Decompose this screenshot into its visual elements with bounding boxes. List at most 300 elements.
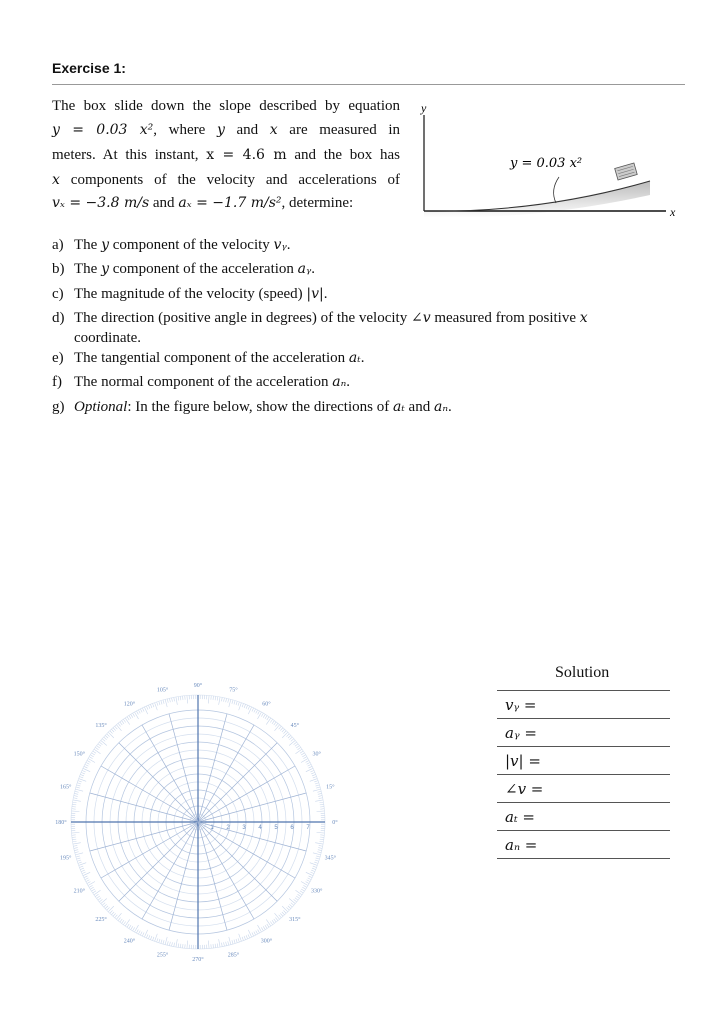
degree-tick <box>289 904 292 907</box>
solution-row <box>497 691 670 719</box>
statement-line <box>52 96 400 116</box>
text: , where <box>153 122 217 138</box>
degree-tick <box>187 941 188 949</box>
degree-tick <box>73 845 77 846</box>
degree-tick <box>234 701 235 705</box>
angle-label: 75° <box>229 687 238 694</box>
degree-tick <box>310 779 318 782</box>
degree-tick <box>258 930 260 933</box>
question-item <box>52 284 328 304</box>
statement-line <box>52 193 400 213</box>
math: x = 4.6 m <box>206 147 287 163</box>
item-text: . <box>346 374 351 390</box>
degree-tick <box>127 924 129 927</box>
question-item <box>52 372 350 392</box>
degree-tick <box>252 708 254 712</box>
degree-tick <box>73 843 81 844</box>
degree-tick <box>75 853 83 855</box>
math: aₓ = −1.7 m/s² <box>178 195 282 211</box>
degree-tick <box>267 924 269 927</box>
degree-tick <box>238 702 239 706</box>
degree-tick <box>76 787 80 788</box>
text: and <box>236 122 270 138</box>
degree-tick <box>71 832 79 833</box>
item-text: component of the acceleration <box>109 261 298 277</box>
degree-tick <box>295 890 302 895</box>
angle-spoke <box>101 766 198 822</box>
degree-tick <box>73 841 77 842</box>
degree-tick <box>91 889 94 891</box>
degree-tick <box>279 726 282 729</box>
degree-tick <box>73 798 77 799</box>
degree-tick <box>291 739 294 742</box>
degree-tick <box>228 699 229 703</box>
degree-tick <box>316 858 320 859</box>
question-item <box>52 259 315 279</box>
degree-tick <box>239 934 242 942</box>
box <box>615 163 638 180</box>
degree-tick <box>146 706 148 710</box>
solution-row <box>497 831 670 859</box>
degree-tick <box>74 850 78 851</box>
item-text: measured from positive <box>430 310 580 326</box>
solution-cell[interactable]: aₜ = <box>497 803 670 831</box>
radius-label: 3 <box>242 825 246 831</box>
item-label: e) <box>52 350 64 366</box>
angle-label: 225° <box>95 916 107 923</box>
text: , determine: <box>281 195 354 211</box>
degree-tick <box>167 699 168 703</box>
degree-tick <box>82 770 86 772</box>
degree-tick <box>244 704 245 708</box>
degree-tick <box>232 700 233 704</box>
degree-tick <box>86 880 90 882</box>
x-axis-label: x <box>670 205 676 219</box>
slope-figure <box>410 95 690 225</box>
degree-tick <box>77 860 81 861</box>
question-item <box>52 348 364 368</box>
degree-tick <box>295 749 302 754</box>
degree-tick <box>131 926 133 929</box>
degree-tick <box>150 936 151 940</box>
degree-tick <box>317 852 321 853</box>
degree-tick <box>282 912 285 915</box>
degree-tick <box>300 751 303 753</box>
degree-tick <box>296 746 299 748</box>
degree-tick <box>77 858 81 859</box>
item-label: b) <box>52 261 65 277</box>
degree-tick <box>75 852 79 853</box>
degree-tick <box>318 793 322 794</box>
degree-tick <box>78 781 82 782</box>
exercise-heading: Exercise 1: <box>52 60 126 76</box>
angle-spoke <box>119 743 198 822</box>
math: aₜ <box>348 350 361 366</box>
angle-label: 120° <box>123 701 136 708</box>
degree-tick <box>266 919 271 926</box>
slope-shading <box>424 181 650 218</box>
degree-tick <box>161 940 162 944</box>
degree-tick <box>215 944 216 948</box>
math: x <box>579 310 588 326</box>
text: and the box has <box>294 147 400 163</box>
degree-tick <box>294 899 297 902</box>
degree-tick <box>319 841 323 842</box>
y-axis-label: y <box>421 101 427 115</box>
angle-spoke <box>198 822 277 901</box>
math: aₙ <box>433 399 448 415</box>
angle-label: 315° <box>289 916 301 923</box>
degree-tick <box>140 932 142 936</box>
degree-tick <box>283 910 286 913</box>
degree-tick <box>101 740 107 745</box>
radius-label: 4 <box>258 825 262 831</box>
degree-tick <box>105 735 108 738</box>
degree-tick <box>118 723 121 726</box>
heading-divider <box>52 84 685 85</box>
degree-tick <box>86 762 90 764</box>
degree-tick <box>87 760 90 762</box>
angle-label: 45° <box>290 723 300 730</box>
degree-tick <box>87 882 90 884</box>
degree-tick <box>252 933 254 937</box>
degree-tick <box>140 709 142 713</box>
degree-tick <box>256 710 258 714</box>
item-text: . <box>360 350 365 366</box>
solution-cell[interactable]: |v| = <box>497 747 670 775</box>
degree-tick <box>131 714 133 717</box>
degree-tick <box>127 717 129 720</box>
degree-tick <box>148 935 150 939</box>
solution-cell[interactable]: aᵧ = <box>497 719 670 747</box>
text: components of the velocity and accelerations of <box>70 172 401 188</box>
degree-tick <box>310 872 314 874</box>
degree-tick <box>169 942 170 946</box>
degree-tick <box>275 723 278 726</box>
degree-tick <box>261 713 263 716</box>
degree-tick <box>317 811 325 812</box>
degree-tick <box>217 943 218 947</box>
angle-spoke <box>198 822 254 919</box>
degree-tick <box>110 731 113 734</box>
statement-line <box>52 170 400 190</box>
angle-spoke <box>198 714 227 822</box>
item-text: The magnitude of the velocity (speed) <box>74 286 307 302</box>
degree-tick <box>107 907 110 910</box>
degree-tick <box>254 932 256 936</box>
degree-tick <box>261 927 263 930</box>
degree-tick <box>316 785 320 786</box>
degree-tick <box>77 785 81 786</box>
leader-line <box>554 177 559 203</box>
degree-tick <box>288 735 291 738</box>
degree-tick <box>302 755 305 757</box>
degree-tick <box>187 695 188 703</box>
degree-tick <box>89 885 92 887</box>
item-text-continued: coordinate. <box>74 330 142 346</box>
degree-tick <box>208 695 209 703</box>
degree-tick <box>318 850 322 851</box>
degree-tick <box>295 744 298 746</box>
math: aᵧ <box>297 261 312 277</box>
degree-tick <box>142 933 144 937</box>
degree-tick <box>274 725 279 731</box>
angle-label: 165° <box>59 784 72 791</box>
degree-tick <box>80 774 84 775</box>
degree-tick <box>219 939 220 947</box>
degree-tick <box>72 839 76 840</box>
degree-tick <box>74 848 78 849</box>
item-text: . <box>448 399 452 415</box>
degree-tick <box>133 713 135 716</box>
text: The box slide down the slope described by equation <box>52 98 400 114</box>
degree-tick <box>294 742 297 745</box>
degree-tick <box>101 898 107 903</box>
degree-tick <box>125 718 130 725</box>
degree-tick <box>315 843 323 844</box>
degree-tick <box>165 937 167 945</box>
degree-tick <box>75 791 79 792</box>
degree-tick <box>246 935 248 939</box>
degree-tick <box>146 934 148 938</box>
degree-tick <box>244 936 245 940</box>
degree-tick <box>78 862 82 863</box>
degree-tick <box>308 878 312 880</box>
math: vₓ = −3.8 m/s <box>52 195 150 211</box>
degree-tick <box>123 922 125 925</box>
degree-tick <box>81 772 85 774</box>
degree-tick <box>317 791 321 792</box>
degree-tick <box>258 711 260 714</box>
equation: y = 0.03 x² <box>52 122 154 138</box>
solution-row <box>497 775 670 803</box>
degree-tick <box>313 853 321 855</box>
degree-tick <box>138 710 140 714</box>
degree-tick <box>163 700 164 704</box>
item-text: The tangential component of the acceleration <box>74 350 349 366</box>
degree-tick <box>84 766 88 768</box>
text: are measured in <box>289 122 400 138</box>
degree-tick <box>254 709 256 713</box>
degree-tick <box>316 787 320 788</box>
degree-tick <box>116 725 121 731</box>
degree-tick <box>120 722 122 725</box>
degree-tick <box>229 937 231 945</box>
degree-tick <box>74 796 78 797</box>
degree-tick <box>315 800 323 801</box>
degree-tick <box>221 697 222 701</box>
angle-label: 180° <box>55 820 67 826</box>
degree-tick <box>226 942 227 946</box>
degree-tick <box>316 856 320 857</box>
degree-tick <box>238 938 239 942</box>
degree-tick <box>318 796 322 797</box>
degree-tick <box>94 749 101 754</box>
degree-tick <box>303 885 306 887</box>
math: x <box>52 172 60 188</box>
angle-spoke <box>142 822 198 919</box>
degree-tick <box>319 798 323 799</box>
item-text: . <box>311 261 316 277</box>
degree-tick <box>315 783 319 784</box>
degree-tick <box>312 774 316 775</box>
angle-label: 345° <box>324 855 337 862</box>
degree-tick <box>298 894 301 896</box>
degree-tick <box>98 744 101 746</box>
degree-tick <box>93 891 96 893</box>
curve-equation: y = 0.03 x² <box>510 156 583 171</box>
degree-tick <box>167 941 168 945</box>
item-text: component of the velocity <box>109 237 274 253</box>
radius-label: 6 <box>290 825 294 831</box>
question-item <box>52 308 588 328</box>
question-item <box>52 235 290 255</box>
item-text: The <box>74 261 102 277</box>
math: y <box>101 237 109 253</box>
solution-cell[interactable]: ∠v = <box>497 775 670 803</box>
angle-label: 105° <box>156 687 169 694</box>
degree-tick <box>311 870 315 872</box>
degree-tick <box>72 804 76 805</box>
degree-tick <box>313 789 321 791</box>
item-text: The <box>74 237 102 253</box>
degree-tick <box>71 811 79 812</box>
angle-spoke <box>90 793 198 822</box>
degree-tick <box>108 732 114 738</box>
angle-label: 135° <box>95 723 107 730</box>
degree-tick <box>265 925 267 928</box>
degree-tick <box>291 903 294 906</box>
degree-tick <box>303 757 306 759</box>
item-label: g) <box>52 399 65 415</box>
math: ∠v <box>410 310 431 326</box>
degree-tick <box>309 876 313 878</box>
angle-spoke <box>198 793 306 822</box>
degree-tick <box>95 894 98 896</box>
degree-tick <box>289 898 295 903</box>
solution-row <box>497 719 670 747</box>
text: meters. At this instant, <box>52 147 207 163</box>
angle-label: 90° <box>193 683 203 689</box>
degree-tick <box>94 890 101 895</box>
degree-tick <box>136 711 138 714</box>
degree-tick <box>169 698 170 702</box>
item-text: and <box>404 399 434 415</box>
degree-tick <box>85 764 89 766</box>
degree-tick <box>178 943 179 947</box>
degree-tick <box>265 715 267 718</box>
angle-label: 300° <box>260 938 273 945</box>
angle-spoke <box>169 714 198 822</box>
item-text: . <box>323 286 328 302</box>
degree-tick <box>91 753 94 755</box>
item-label: c) <box>52 286 64 302</box>
degree-tick <box>280 728 283 731</box>
degree-tick <box>79 866 83 867</box>
math: y <box>101 261 109 277</box>
degree-tick <box>274 919 276 922</box>
degree-tick <box>279 915 282 918</box>
degree-tick <box>79 779 87 782</box>
solution-title: Solution <box>555 664 610 681</box>
degree-tick <box>313 866 317 867</box>
degree-tick <box>133 927 135 930</box>
degree-tick <box>289 740 295 745</box>
angle-spoke <box>90 822 198 851</box>
angle-spoke <box>142 725 198 822</box>
degree-tick <box>111 912 114 915</box>
degree-tick <box>97 896 100 898</box>
angle-label: 255° <box>156 952 169 959</box>
math: y <box>216 122 225 138</box>
degree-tick <box>80 868 84 869</box>
degree-tick <box>152 937 153 941</box>
degree-tick <box>270 719 272 722</box>
angle-label: 30° <box>312 751 321 758</box>
degree-tick <box>288 906 291 909</box>
degree-tick <box>157 938 158 942</box>
degree-tick <box>76 856 80 857</box>
math: |v| <box>306 286 324 302</box>
angle-label: 270° <box>192 957 204 963</box>
degree-tick <box>118 918 121 921</box>
angle-label: 195° <box>59 855 72 862</box>
degree-tick <box>95 747 98 749</box>
solution-cell[interactable]: vᵧ = <box>497 691 670 719</box>
degree-tick <box>129 715 131 718</box>
degree-tick <box>307 880 311 882</box>
degree-tick <box>155 703 158 711</box>
degree-tick <box>306 760 309 762</box>
degree-tick <box>115 915 118 918</box>
degree-tick <box>320 804 324 805</box>
math: x <box>269 122 278 138</box>
degree-tick <box>110 910 113 913</box>
degree-tick <box>282 732 288 738</box>
degree-tick <box>310 770 314 772</box>
degree-tick <box>272 920 274 923</box>
degree-tick <box>242 937 243 941</box>
angle-label: 60° <box>262 701 271 708</box>
degree-tick <box>90 755 93 757</box>
item-label: a) <box>52 237 64 253</box>
math: vᵧ <box>273 237 287 253</box>
degree-tick <box>282 906 288 912</box>
degree-tick <box>77 783 81 784</box>
degree-tick <box>73 802 77 803</box>
degree-tick <box>236 701 237 705</box>
degree-tick <box>320 839 324 840</box>
degree-tick <box>138 931 140 935</box>
degree-tick <box>319 802 323 803</box>
item-text: The normal component of the acceleration <box>74 374 333 390</box>
degree-tick <box>229 699 231 707</box>
degree-tick <box>289 737 292 740</box>
degree-tick <box>107 734 110 737</box>
math: aₙ <box>332 374 347 390</box>
degree-tick <box>75 789 83 791</box>
polar-grid <box>50 670 350 970</box>
solution-cell[interactable]: aₙ = <box>497 831 670 859</box>
item-label: d) <box>52 310 65 326</box>
radius-label: 1 <box>210 825 214 831</box>
degree-tick <box>111 729 114 732</box>
degree-tick <box>314 862 318 863</box>
degree-tick <box>228 941 229 945</box>
degree-tick <box>298 747 301 749</box>
angle-spoke <box>198 822 227 930</box>
degree-tick <box>79 776 83 777</box>
